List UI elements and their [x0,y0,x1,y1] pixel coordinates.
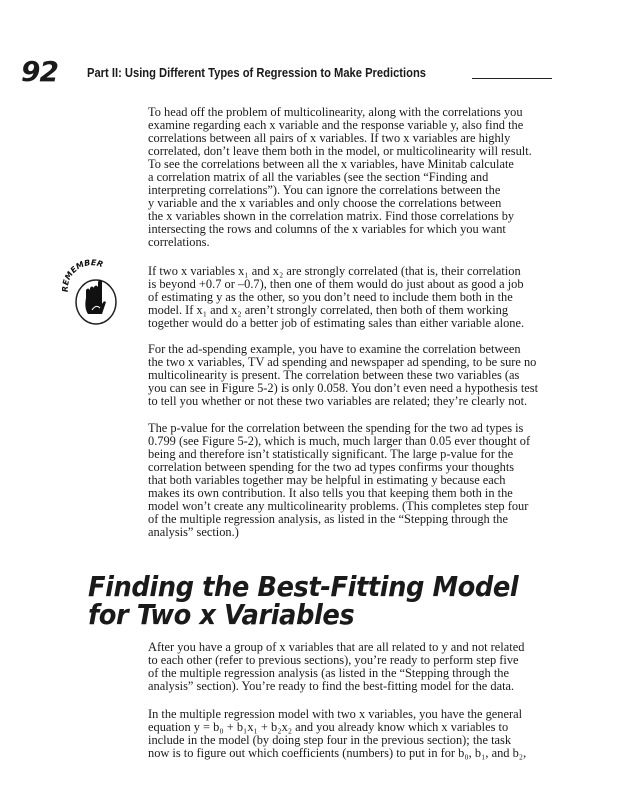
text-line: If two x variables x₁ and x₂ are strongly correlated (that is, their correlation [148,264,521,278]
running-head: Part II: Using Different Types of Regression to Make Predictions [87,65,426,80]
page-number: 92 [21,55,58,88]
text-line: correlated, don’t leave them both in the model, or multicolinearity will result. [148,144,532,158]
text-line: now is to figure out which coefficients (numbers) to put in for b₀, b₁, and b₂, [148,746,527,760]
text-line: multicolinearity is present. The correlation between these two variables (as [148,368,520,382]
text-line: the two x variables, TV ad spending and newspaper ad spending, to be sure no [148,355,537,369]
text-line: interpreting correlations”). You can ignore the correlations between the [148,183,501,197]
paragraph-general-equation [148,708,568,760]
text-line: To head off the problem of multicolinearity, along with the correlations you [148,105,523,119]
remember-paragraph [148,265,568,330]
text-line: intersecting the rows and columns of the x variables for which you want [148,222,506,236]
remember-icon [62,258,122,333]
text-line: makes its own contribution. It also tells you that keeping them both in the [148,486,513,500]
text-line: of the multiple regression analysis (as listed in the “Stepping through the [148,666,509,680]
text-line: the x variables shown in the correlation matrix. Find those correlations by [148,209,515,223]
text-line: model won’t create any multicolinearity problems. (This completes step four [148,499,529,513]
text-line: that both variables together may be helpful in estimating y because each [148,473,506,487]
remember-label: EMEMBER [62,258,105,287]
text-line: correlations between all pairs of x variables. If two x variables are highly [148,131,511,145]
text-line: In the multiple regression model with two x variables, you have the general [148,707,523,721]
text-line: analysis” section). You’re ready to find the best-fitting model for the data. [148,679,515,693]
text-line: y variable and the x variables and only choose the correlations between [148,196,502,210]
paragraph-multicolinearity [148,106,568,249]
section-heading-line: for Two x Variables [88,598,355,631]
text-line: The p-value for the correlation between the spending for the two ad types is [148,421,524,435]
text-line: is beyond +0.7 or –0.7), then one of them would do just about as good a job [148,277,524,291]
text-line: a correlation matrix of all the variables (see the section “Finding and [148,170,489,184]
text-line: analysis” section.) [148,525,239,539]
text-line: you can see in Figure 5-2) is only 0.058. You don’t even need a hypothesis test [148,381,539,395]
paragraph-step-five [148,641,568,693]
text-line: For the ad-spending example, you have to examine the correlation between [148,342,521,356]
section-heading-line: Finding the Best-Fitting Model [88,570,519,603]
text-line: of estimating y as the other, so you don’t need to include them both in the [148,290,513,304]
text-line: correlation between spending for the two ad types confirms your thoughts [148,460,515,474]
paragraph-ad-spending [148,343,568,408]
text-line: being and therefore isn’t statistically significant. The large p-value for the [148,447,514,461]
text-line: model. If x₁ and x₂ aren’t strongly correlated, then both of them working [148,303,509,317]
section-heading [88,570,519,631]
text-line: include in the model (by doing step four in the previous section); the task [148,733,512,747]
text-line: together would do a better job of estimating sales than either variable alone. [148,316,525,330]
text-line: of the multiple regression analysis, as listed in the “Stepping through the [148,512,508,526]
header-rule [472,78,552,79]
text-line: examine regarding each x variable and the response variable y, also find the [148,118,524,132]
text-line: 0.799 (see Figure 5-2), which is much, much larger than 0.05 ever thought of [148,434,531,448]
text-line: equation y = b₀ + b₁x₁ + b₂x₂ and you already know which x variables to [148,720,509,734]
paragraph-p-value [148,422,568,539]
text-line: To see the correlations between all the x variables, have Minitab calculate [148,157,514,171]
text-line: to each other (refer to previous sections), you’re ready to perform step five [148,653,519,667]
text-line: to tell you whether or not these two variables are related; they’re clearly not. [148,394,528,408]
text-line: After you have a group of x variables that are all related to y and not related [148,640,525,654]
text-line: correlations. [148,235,210,249]
